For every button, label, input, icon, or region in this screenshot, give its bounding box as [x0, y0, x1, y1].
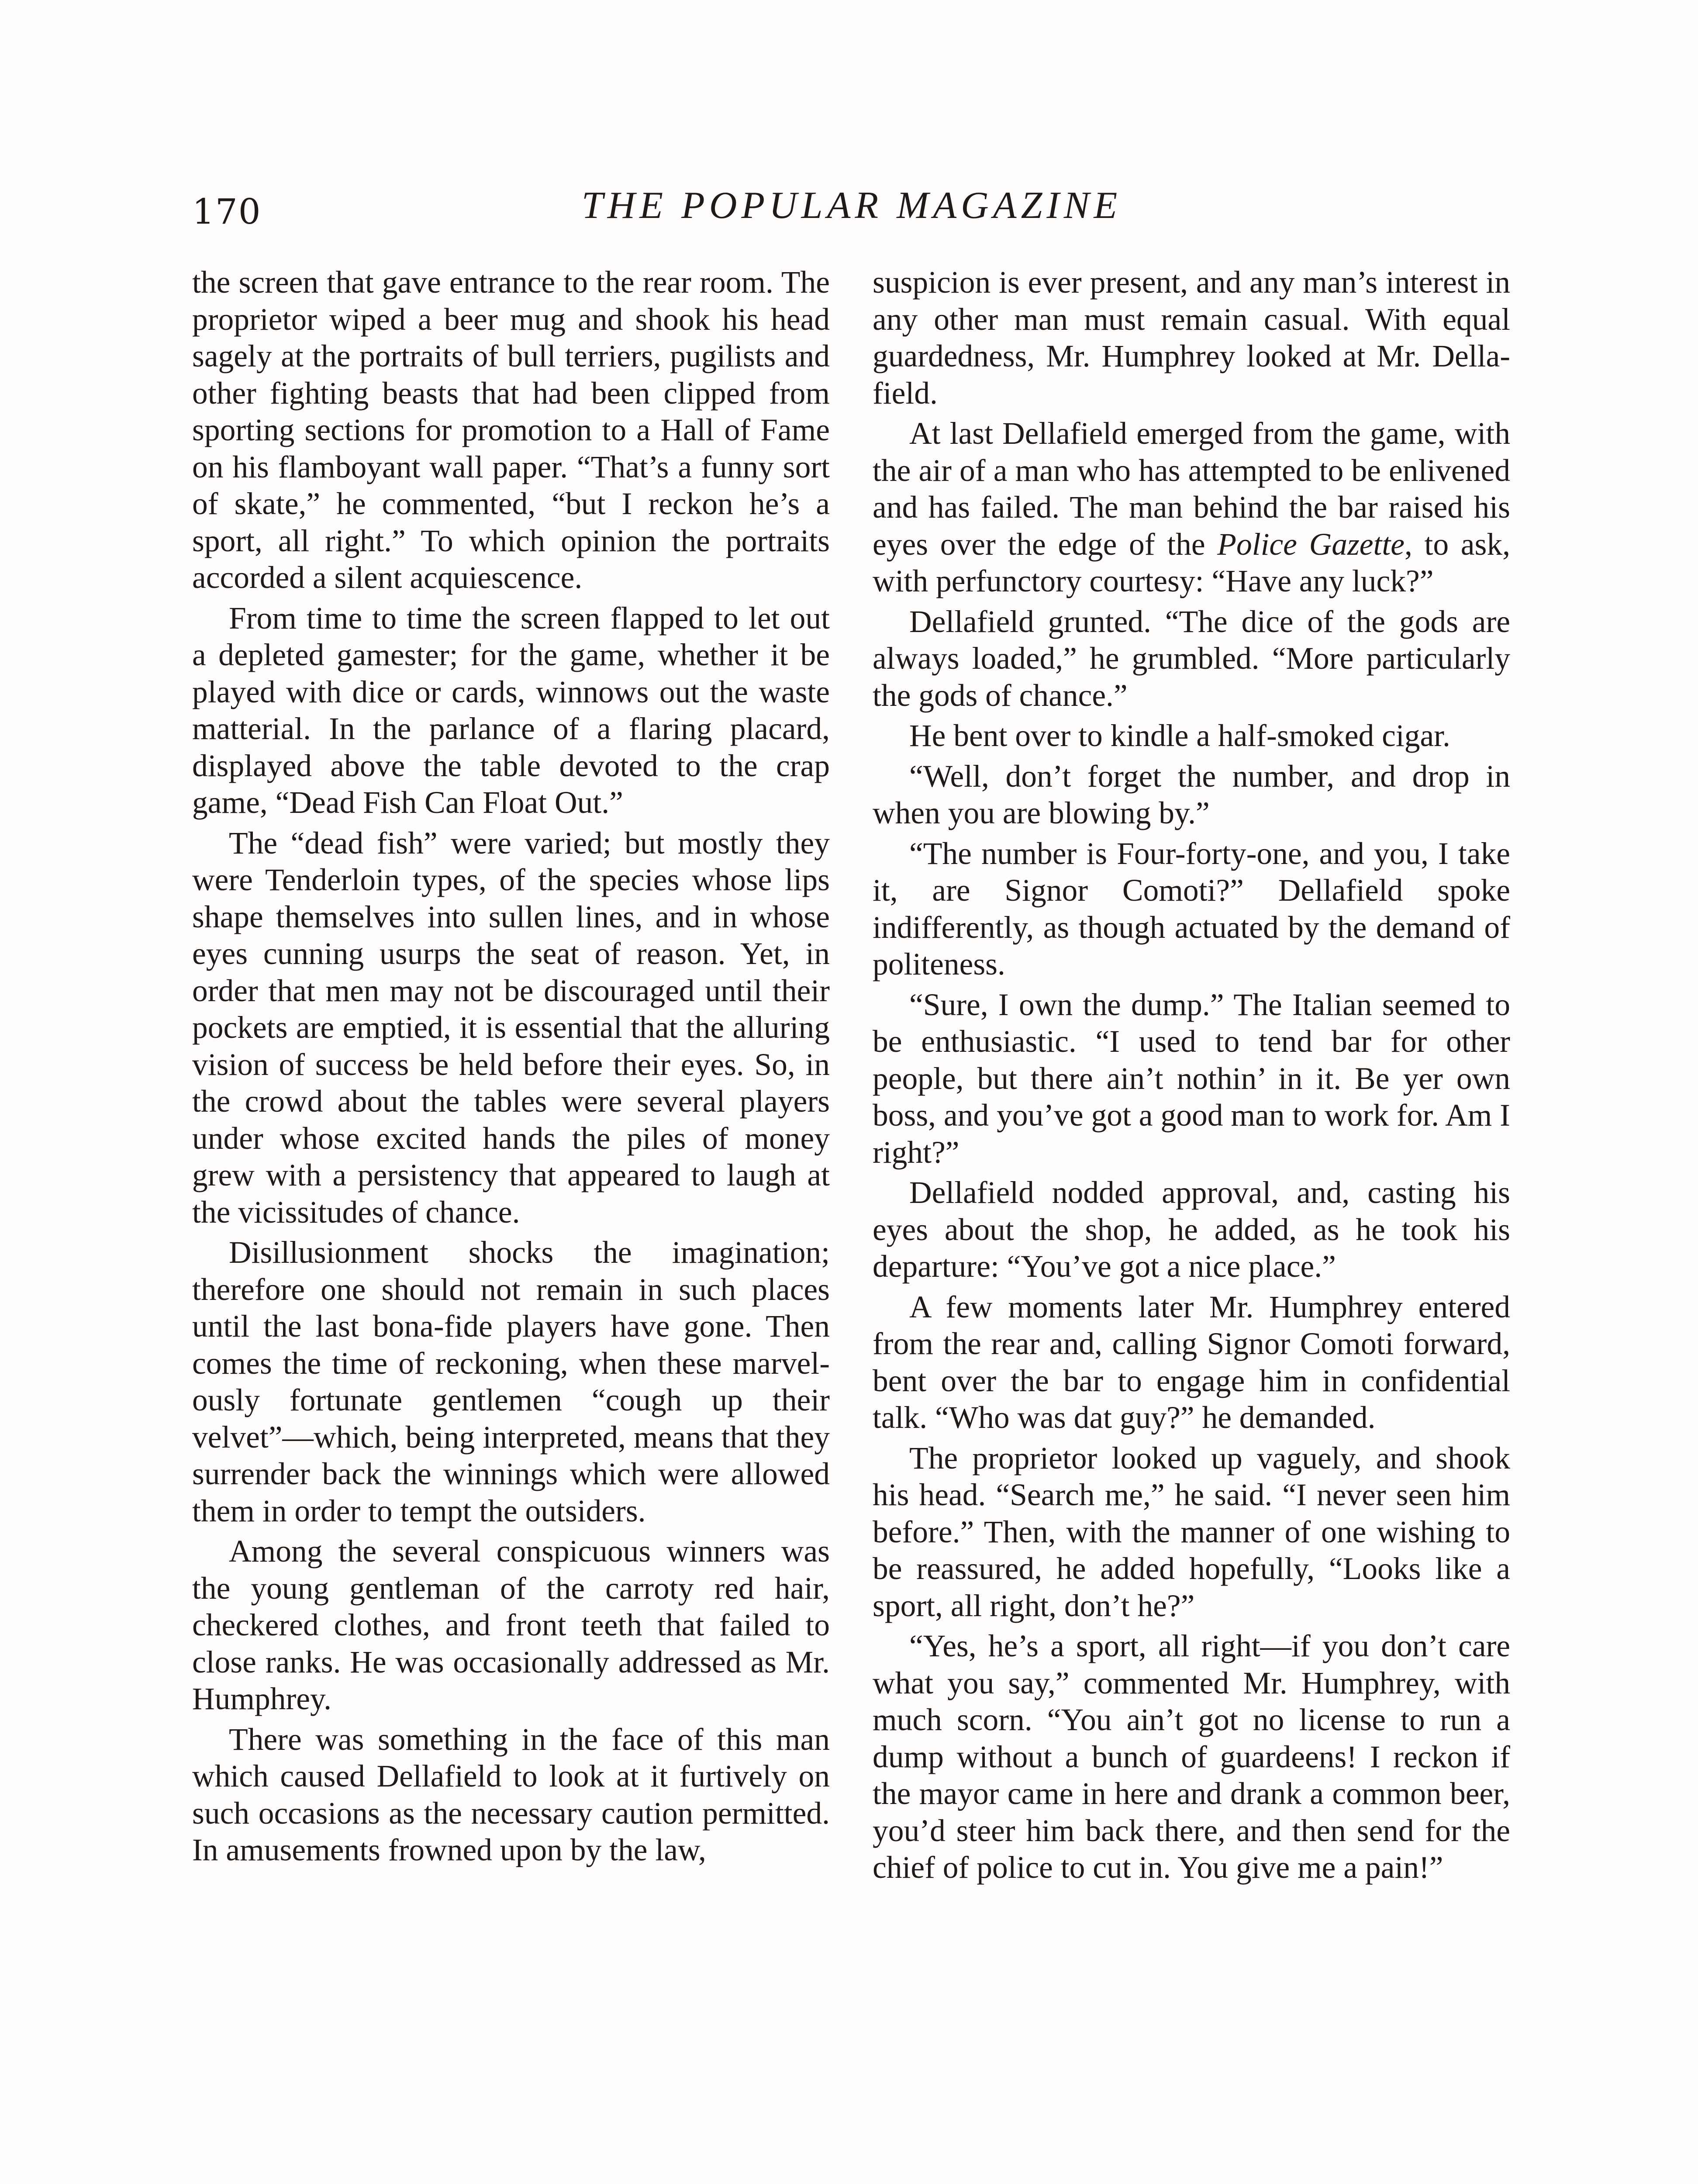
paragraph: Dellafield grunted. “The dice of the gods are always loaded,” he grumbled. “More particularly the gods of chance.”: [873, 604, 1510, 713]
paragraph: the screen that gave entrance to the rear room. The proprietor wiped a beer mug and shook his head sagely at the portraits of bull terriers, pugilists and other fighting beasts that had been clipped from sporting sections for promotion to a Hall of Fame on his flamboyant wall paper. “That’s a funny sort of skate,” he commented, “but I reckon he’s a sport, all right.” To which opinion the portraits accorded a silent acquiescence.: [192, 265, 830, 595]
paragraph: There was something in the face of this man which caused Dellafield to look at it furtively on such occasions as the necessary caution permitted. In amusements frowned upon by the law,: [192, 1722, 830, 1867]
paragraph: “The number is Four-forty-one, and you, I take it, are Signor Comoti?” Dellafield spoke indifferently, as though actuated by the demand of politeness.: [873, 836, 1510, 981]
paragraph: Disillusionment shocks the imagination; therefore one should not remain in such places until the last bona-fide players have gone. Then comes the time of reckoning, when these marvelously fortunate gentlemen “cough up their velvet”—which, being interpreted, means that they surrender back the winnings which were allowed them in order to tempt the outsiders.: [192, 1235, 830, 1528]
right-column: [873, 264, 1510, 1890]
running-title: THE POPULAR MAGAZINE: [581, 184, 1122, 227]
paragraph: He bent over to kindle a half-smoked cigar.: [909, 719, 1450, 753]
paragraph: “Yes, he’s a sport, all right—if you don’t care what you say,” commented Mr. Humphrey, with much scorn. “You ain’t got no license to run a dump without a bunch of guardeens! I reckon if the mayor came in here and drank a common beer, you’d steer him back there, and then send for the chief of police to cut in. You give me a pain!”: [873, 1629, 1510, 1885]
paragraph: Among the several conspicuous winners was the young gentleman of the carroty red hair, checkered clothes, and front teeth that failed to close ranks. He was occasionally addressed as Mr. Humphrey.: [192, 1534, 830, 1716]
paragraph: The “dead fish” were varied; but mostly they were Tenderloin types, of the species whose lips shape themselves into sullen lines, and in whose eyes cunning usurps the seat of reason. Yet, in order that men may not be discouraged until their pockets are emptied, it is essential that the alluring vision of success be held before their eyes. So, in the crowd about the tables were several players under whose excited hands the piles of money grew with a persistency that appeared to laugh at the vicissitudes of chance.: [192, 826, 830, 1230]
paragraph: Dellafield nodded approval, and, casting his eyes about the shop, he added, as he took his departure: “You’ve got a nice place.”: [873, 1175, 1510, 1284]
paragraph: suspicion is ever present, and any man’s interest in any other man must remain casual. With equal guardedness, Mr. Humphrey looked at Mr. Dellafield.: [873, 265, 1510, 411]
paragraph: At last Dellafield emerged from the game, with the air of a man who has attempted to be enlivened and has failed. The man behind the bar raised his eyes over the edge of the Police Gazette, to ask, with perfunctory courtesy: “Have any luck?”: [873, 416, 1510, 598]
paragraph: From time to time the screen flapped to let out a depleted gamester; for the game, whether it be played with dice or cards, winnows out the waste matterial. In the parlance of a flaring placard, displayed above the table devoted to the crap game, “Dead Fish Can Float Out.”: [192, 601, 830, 820]
paragraph: A few moments later Mr. Humphrey entered from the rear and, calling Signor Comoti forward, bent over the bar to engage him in confidential talk. “Who was dat guy?” he demanded.: [873, 1289, 1510, 1435]
paragraph: “Well, don’t forget the number, and drop in when you are blowing by.”: [873, 759, 1510, 830]
page-number: 170: [192, 191, 262, 232]
magazine-name: Police Gazette: [1217, 527, 1405, 562]
paragraph: The proprietor looked up vaguely, and shook his head. “Search me,” he said. “I never seen him before.” Then, with the manner of one wishing to be reassured, he added hopefully, “Looks like a sport, all right, don’t he?”: [873, 1441, 1510, 1623]
left-column: [192, 264, 830, 1873]
paragraph: “Sure, I own the dump.” The Italian seemed to be enthusiastic. “I used to tend bar for other people, but there ain’t nothin’ in it. Be yer own boss, and you’ve got a good man to work for. Am I right?”: [873, 987, 1510, 1170]
page-header: [192, 183, 1511, 236]
